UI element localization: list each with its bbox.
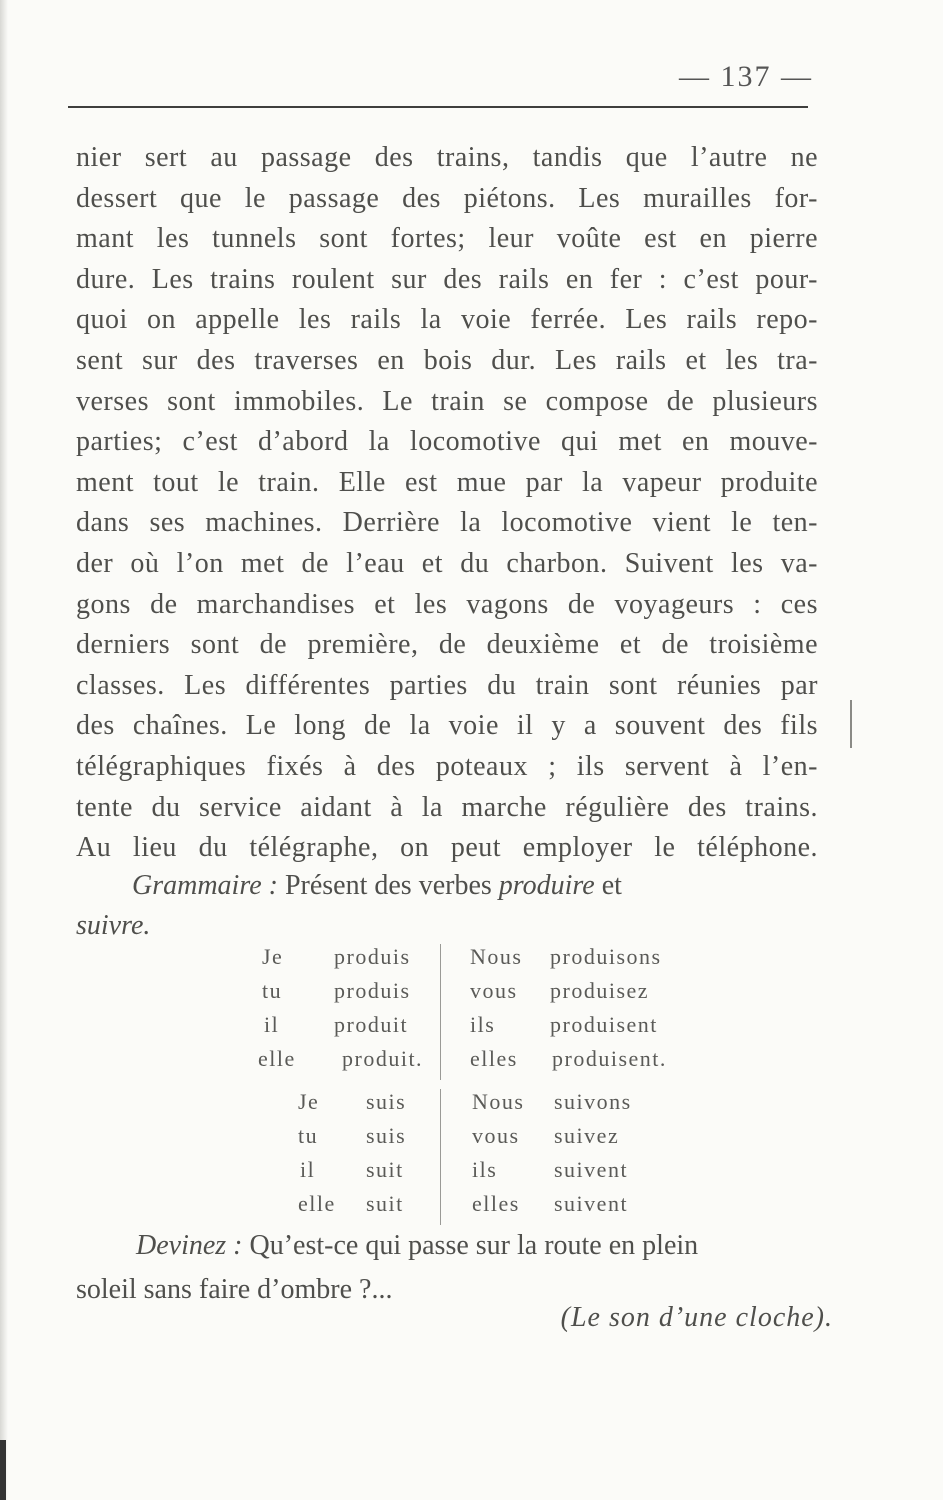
form-singular: suit [366, 1157, 404, 1182]
form-plural: produisent [550, 1012, 658, 1037]
text-line: sent sur des traverses en bois dur. Les rails et les tra- [76, 344, 818, 376]
margin-mark [850, 700, 852, 748]
conjugation-row [298, 1089, 658, 1123]
riddle-answer: (Le son d’une cloche). [560, 1302, 833, 1333]
pronoun-plural: elles [470, 1046, 518, 1071]
grammar-verb-produire: produire [498, 870, 595, 901]
text-line: des chaînes. Le long de la voie il y a souvent des fils [76, 710, 818, 742]
pronoun-singular: tu [262, 978, 283, 1003]
text-line: dure. Les trains roulent sur des rails en fer : c’est pour- [76, 263, 818, 295]
conjugation-produire [258, 944, 702, 1080]
conjugation-row [262, 1012, 702, 1046]
form-singular: suis [366, 1089, 407, 1114]
pronoun-singular: elle [258, 1046, 296, 1071]
form-plural: suivent [554, 1157, 629, 1182]
text-line: dessert que le passage des piétons. Les murailles for- [76, 182, 818, 214]
pronoun-plural: Nous [470, 944, 523, 969]
pronoun-singular: il [264, 1012, 280, 1037]
text-line: parties; c’est d’abord la locomotive qui met en mouve- [76, 426, 818, 458]
text-line: nier sert au passage des trains, tandis que l’autre ne [76, 142, 818, 173]
text-line: verses sont immobiles. Le train se compose de plusieurs [76, 385, 818, 417]
text-line: derniers sont de première, de deuxième et de troisième [76, 629, 818, 661]
conjugation-row [262, 944, 702, 978]
grammar-verb-suivre: suivre. [76, 910, 151, 941]
text-line: Au lieu du télégraphe, on peut employer le téléphone. [76, 832, 818, 864]
text-line: mant les tunnels sont fortes; leur voûte est en pierre [76, 223, 818, 255]
pronoun-plural: ils [472, 1157, 498, 1182]
form-plural: produisons [550, 944, 662, 969]
pronoun-singular: tu [298, 1123, 319, 1148]
riddle [76, 1224, 836, 1312]
pronoun-plural: Nous [472, 1089, 525, 1114]
pronoun-singular: elle [298, 1191, 336, 1216]
text-line: télégraphiques fixés à des poteaux ; ils servent à l’en- [76, 750, 818, 782]
riddle-question-line2: soleil sans faire d’ombre ?... [76, 1274, 393, 1305]
text-line: quoi on appelle les rails la voie ferrée. Les rails repo- [76, 304, 818, 336]
pronoun-plural: elles [472, 1191, 520, 1216]
form-plural: suivent [554, 1191, 629, 1216]
pronoun-singular: Je [298, 1089, 320, 1114]
form-singular: suit [366, 1191, 404, 1216]
conjugation-row [298, 1157, 658, 1191]
body-paragraph [76, 138, 818, 869]
grammar-label: Grammaire : [132, 870, 278, 901]
pronoun-plural: vous [472, 1123, 520, 1148]
text-line: tente du service aidant à la marche régulière des trains. [76, 791, 818, 823]
conjugation-row [298, 1123, 658, 1157]
text-line: gons de marchandises et les vagons de voyageurs : ces [76, 588, 818, 620]
form-plural: suivez [554, 1123, 620, 1148]
form-plural: suivons [554, 1089, 632, 1114]
binding-mark [0, 1440, 6, 1500]
page-number: — 137 — [679, 60, 813, 93]
header-rule [68, 106, 808, 108]
text-line: ment tout le train. Elle est mue par la vapeur produite [76, 466, 818, 498]
conjugation-row [258, 1046, 702, 1080]
riddle-label: Devinez : [136, 1230, 243, 1261]
grammar-text: Présent des verbes [284, 870, 492, 901]
conjugation-row [298, 1191, 658, 1225]
text-line: classes. Les différentes parties du train sont réunies par [76, 669, 818, 701]
form-singular: produis [334, 944, 411, 969]
pronoun-plural: ils [470, 1012, 496, 1037]
text-line: dans ses machines. Derrière la locomotive vient le ten- [76, 507, 818, 539]
pronoun-singular: Je [262, 944, 284, 969]
conjugation-row [262, 978, 702, 1012]
form-plural: produisent. [552, 1046, 667, 1071]
text-line: der où l’on met de l’eau et du charbon. Suivent les va- [76, 547, 818, 579]
form-singular: produit. [342, 1046, 424, 1071]
page-edge-shadow [0, 0, 8, 1500]
form-singular: produis [334, 978, 411, 1003]
pronoun-singular: il [300, 1157, 316, 1182]
conjugation-suivre [298, 1089, 658, 1225]
grammar-and: et [601, 870, 622, 901]
riddle-question-line1: Qu’est-ce qui passe sur la route en plein [249, 1230, 699, 1261]
form-singular: produit [334, 1012, 409, 1037]
form-plural: produisez [550, 978, 650, 1003]
form-singular: suis [366, 1123, 407, 1148]
pronoun-plural: vous [470, 978, 518, 1003]
grammar-heading [76, 866, 818, 946]
